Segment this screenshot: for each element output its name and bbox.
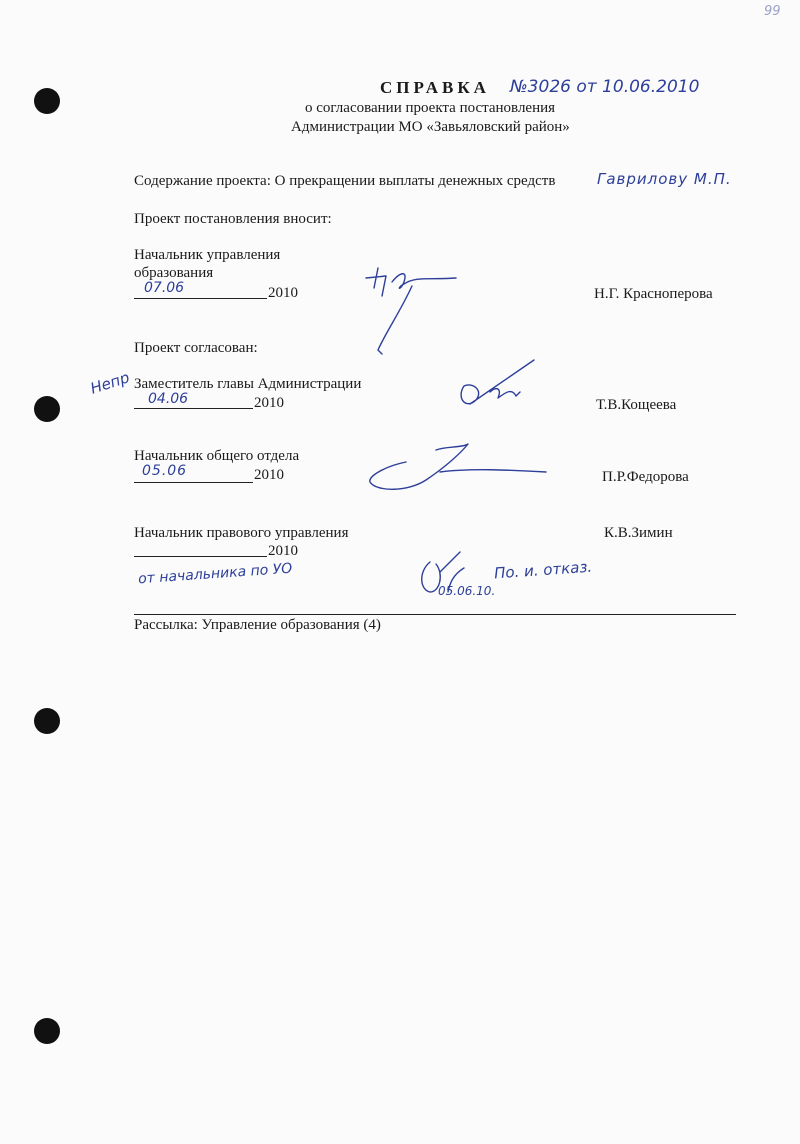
date-line <box>134 298 267 299</box>
approver-year: 2010 <box>268 543 298 559</box>
punch-hole <box>34 1018 60 1044</box>
approver-date: 05.06 <box>142 463 188 479</box>
approver-date: 04.06 <box>148 391 189 407</box>
signature-koshcheeva <box>450 352 550 422</box>
introducer-date: 07.06 <box>144 280 185 296</box>
approver-position: Заместитель главы Администрации <box>134 376 362 392</box>
document-number: №3026 от 10.06.2010 <box>510 77 700 97</box>
corner-mark: 99 <box>764 4 781 19</box>
date-line <box>134 408 253 409</box>
punch-hole <box>34 88 60 114</box>
recipient-name: Гаврилову М.П. <box>597 170 732 188</box>
legal-note-right: По. и. отказ. <box>493 557 593 583</box>
signature-krasnoperova <box>360 262 480 362</box>
margin-note: Непр <box>88 368 132 398</box>
approver-year: 2010 <box>254 395 284 411</box>
signature-fedorova <box>360 436 560 496</box>
introducer-position-line-1: Начальник управления <box>134 247 281 263</box>
approver-signatory: Т.В.Кощеева <box>596 397 677 413</box>
punch-hole <box>34 396 60 422</box>
legal-note-left: от начальника по УО <box>137 560 293 588</box>
introducer-year: 2010 <box>268 285 298 301</box>
subtitle-line-2: Администрации МО «Завьяловский район» <box>291 119 570 135</box>
introduced-by-heading: Проект постановления вносит: <box>134 211 332 227</box>
document-title: СПРАВКА <box>380 78 490 97</box>
approved-heading: Проект согласован: <box>134 340 258 356</box>
project-content-label: Содержание проекта: О прекращении выплаты денежных средств <box>134 173 556 189</box>
legal-note-date: 05.06.10. <box>438 584 496 598</box>
introducer-signatory: Н.Г. Красноперова <box>594 286 713 302</box>
distribution-list: Рассылка: Управление образования (4) <box>134 617 381 633</box>
approver-signatory: К.В.Зимин <box>604 525 673 541</box>
date-line <box>134 556 267 557</box>
date-line <box>134 482 253 483</box>
footer-divider <box>134 614 736 615</box>
punch-hole <box>34 708 60 734</box>
approver-year: 2010 <box>254 467 284 483</box>
approver-position: Начальник общего отдела <box>134 448 300 464</box>
signature-zimin <box>414 548 474 604</box>
subtitle-line-1: о согласовании проекта постановления <box>305 100 556 116</box>
approver-position: Начальник правового управления <box>134 525 349 541</box>
introducer-position-line-2: образования <box>134 265 214 281</box>
approver-signatory: П.Р.Федорова <box>602 469 689 485</box>
